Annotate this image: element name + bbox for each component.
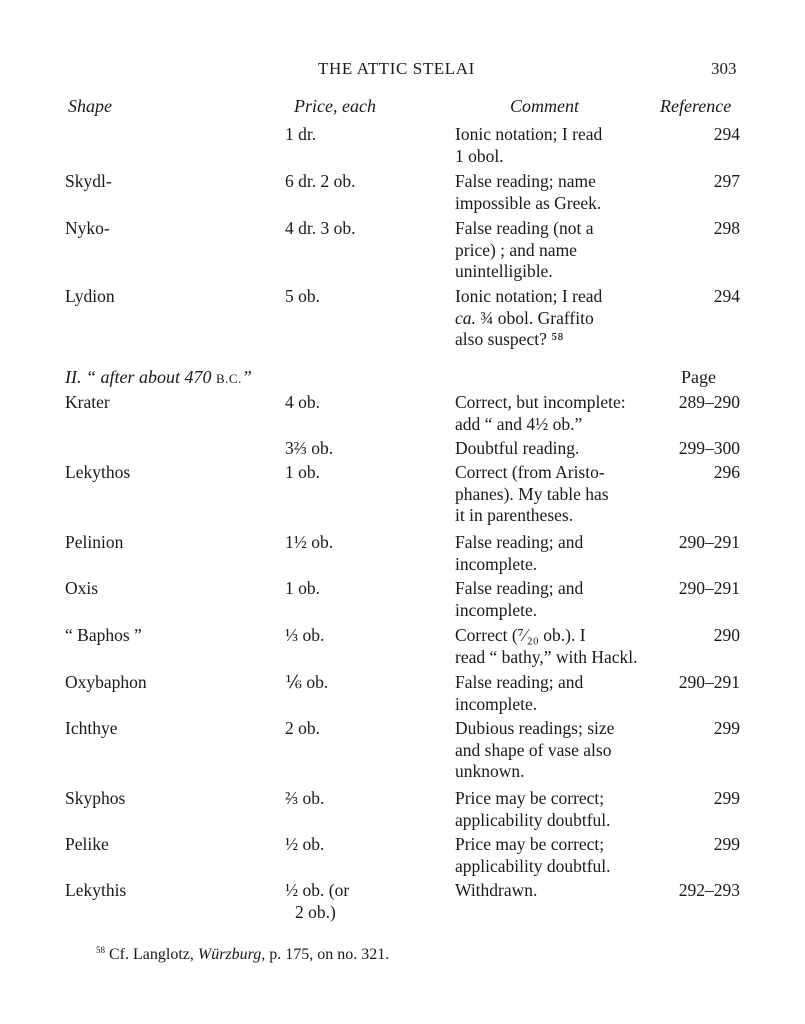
comment-line: phanes). My table has <box>455 483 609 504</box>
comment-line: False reading; name <box>455 171 596 191</box>
shape-cell: Skydl- <box>65 171 112 191</box>
comment-cell <box>455 392 626 435</box>
reference-cell: 290 <box>713 625 740 645</box>
comment-line: 1 obol. <box>455 145 504 166</box>
comment-line: False reading; and <box>455 532 584 552</box>
price-line: 1 ob. <box>285 578 320 598</box>
comment-line: incomplete. <box>455 553 538 574</box>
comment-cell <box>455 672 583 715</box>
comment-line: incomplete. <box>455 693 538 714</box>
reference-cell: 299–300 <box>678 438 740 458</box>
price-line: ⅔ ob. <box>285 788 325 808</box>
price-cell <box>285 392 320 414</box>
reference-cell: 299 <box>713 718 740 738</box>
comment-line: applicability doubtful. <box>455 855 611 876</box>
shape-cell: Lydion <box>65 286 115 306</box>
comment-line: applicability doubtful. <box>455 809 611 830</box>
comment-line: Correct, but incomplete: <box>455 392 626 412</box>
shape-cell: Oxis <box>65 578 99 598</box>
footnote-text-italic: Würzburg <box>197 946 262 963</box>
comment-line: Dubious readings; size <box>455 718 615 738</box>
comment-line: False reading (not a <box>455 218 594 238</box>
price-cell <box>285 286 320 308</box>
comment-cell <box>455 218 594 283</box>
price-cell <box>285 462 320 484</box>
shape-cell: Nyko- <box>65 218 110 238</box>
footnote-text-pre: Cf. Langlotz, <box>109 946 198 963</box>
price-cell <box>285 718 320 740</box>
price-cell <box>285 625 324 647</box>
comment-cell <box>455 532 583 575</box>
price-cell <box>285 532 333 554</box>
section-heading <box>65 367 252 388</box>
comment-cell <box>455 718 614 783</box>
price-line: 1 dr. <box>285 124 317 144</box>
shape-cell: Lekythis <box>65 880 127 900</box>
running-head <box>0 59 805 81</box>
comment-cell <box>455 788 611 831</box>
footnote-text-post: , p. 175, on no. 321. <box>261 946 390 963</box>
comment-cell <box>455 880 537 902</box>
price-cell <box>285 578 320 600</box>
comment-line: unknown. <box>455 761 525 781</box>
comment-line: add “ and 4½ ob.” <box>455 413 583 434</box>
comment-line: price) ; and name <box>455 239 577 260</box>
reference-cell: 290–291 <box>678 672 740 692</box>
comment-cell <box>455 834 611 877</box>
price-line: 3⅔ ob. <box>285 438 334 458</box>
comment-line: Correct (from Aristo- <box>455 462 605 482</box>
price-line: 2 ob. <box>285 718 320 738</box>
price-cell <box>285 438 333 460</box>
comment-line: unintelligible. <box>455 261 553 281</box>
comment-line: Ionic notation; I read <box>455 286 603 306</box>
running-title: THE ATTIC STELAI <box>318 59 475 78</box>
price-cell <box>285 171 356 193</box>
reference-cell: 296 <box>713 462 740 482</box>
page-number: 303 <box>711 59 737 78</box>
comment-line: ca. ¾ obol. Graffito <box>455 307 594 328</box>
comment-line: impossible as Greek. <box>455 192 602 213</box>
reference-cell: 292–293 <box>678 880 740 900</box>
comment-line: Price may be correct; <box>455 834 605 854</box>
comment-line: False reading; and <box>455 578 584 598</box>
price-line: ⅓ ob. <box>285 625 325 645</box>
price-line: 4 ob. <box>285 392 320 412</box>
price-cell <box>285 124 316 146</box>
column-header-shape: Shape <box>68 96 112 116</box>
comment-line: Ionic notation; I read <box>455 124 603 144</box>
shape-cell: Lekythos <box>65 462 131 482</box>
comment-cell <box>455 438 579 460</box>
column-header-reference: Reference <box>660 96 732 116</box>
shape-cell: Krater <box>65 392 110 412</box>
reference-cell: 294 <box>713 124 740 144</box>
price-cell <box>285 218 356 240</box>
price-line: 2 ob.) <box>295 901 336 922</box>
comment-line: Price may be correct; <box>455 788 605 808</box>
reference-cell: 289–290 <box>678 392 740 412</box>
section-label-prefix: II. “ after about 470 <box>65 367 216 387</box>
comment-line: Withdrawn. <box>455 880 538 900</box>
comment-line: read “ bathy,” with Hackl. <box>455 646 638 667</box>
price-cell <box>285 834 324 856</box>
comment-line: Doubtful reading. <box>455 438 580 458</box>
comment-cell <box>455 462 609 527</box>
comment-line: and shape of vase also <box>455 739 612 760</box>
footnote <box>96 945 389 964</box>
price-cell <box>285 788 324 810</box>
price-line: 6 dr. 2 ob. <box>285 171 356 191</box>
reference-cell: 298 <box>713 218 740 238</box>
footnote-mark: 58 <box>96 945 105 955</box>
shape-cell: Ichthye <box>65 718 118 738</box>
comment-cell <box>455 625 638 668</box>
reference-cell: 299 <box>713 834 740 854</box>
price-line: 1½ ob. <box>285 532 334 552</box>
column-header-comment: Comment <box>510 96 579 116</box>
price-line: ⅙ ob. <box>285 672 329 692</box>
comment-line: incomplete. <box>455 599 538 620</box>
reference-cell: 290–291 <box>678 532 740 552</box>
price-line: ½ ob. (or <box>285 880 350 900</box>
price-line: ½ ob. <box>285 834 325 854</box>
section-label-bc: B.C. <box>216 371 242 386</box>
reference-cell: 297 <box>713 171 740 191</box>
column-header-page: Page <box>681 367 716 387</box>
price-cell <box>285 880 349 923</box>
shape-cell: Skyphos <box>65 788 126 808</box>
comment-cell <box>455 171 601 214</box>
shape-cell: “ Baphos ” <box>65 625 142 645</box>
reference-cell: 290–291 <box>678 578 740 598</box>
shape-cell: Pelike <box>65 834 109 854</box>
comment-line: False reading; and <box>455 672 584 692</box>
comment-cell <box>455 286 602 351</box>
shape-cell: Oxybaphon <box>65 672 147 692</box>
price-line: 4 dr. 3 ob. <box>285 218 356 238</box>
column-header-price: Price, each <box>294 96 376 116</box>
comment-cell <box>455 124 602 167</box>
comment-cell <box>455 578 583 621</box>
price-line: 1 ob. <box>285 462 320 482</box>
shape-cell: Pelinion <box>65 532 124 552</box>
price-cell <box>285 672 328 694</box>
comment-line: it in parentheses. <box>455 505 574 525</box>
section-label-suffix: ” <box>241 367 252 387</box>
price-line: 5 ob. <box>285 286 320 306</box>
reference-cell: 294 <box>713 286 740 306</box>
comment-line: also suspect? ⁵⁸ <box>455 329 564 349</box>
reference-cell: 299 <box>713 788 740 808</box>
comment-line: Correct (⁷⁄₂₀ ob.). I <box>455 625 586 645</box>
